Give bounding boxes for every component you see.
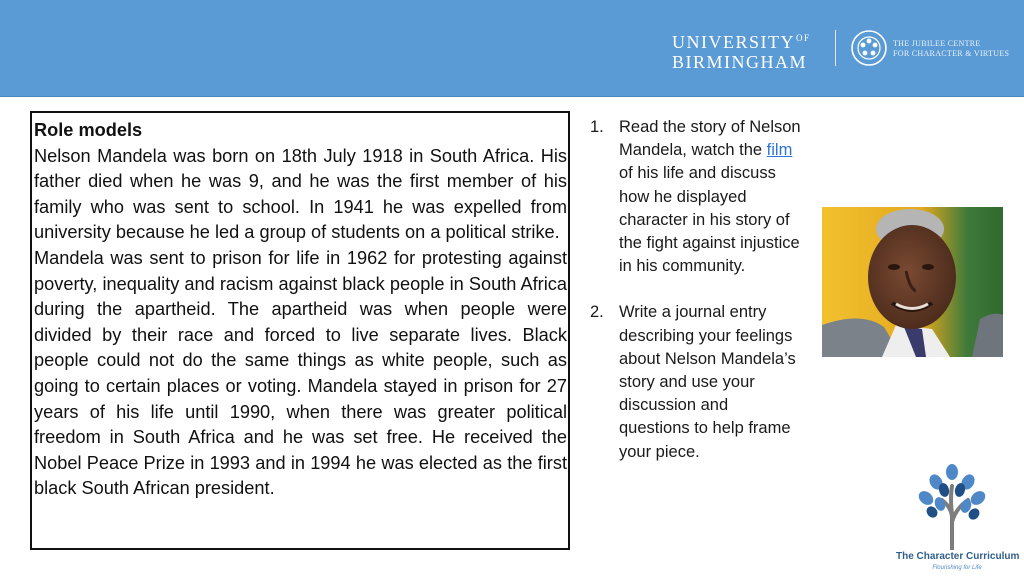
task-1-text-after: of his life and discuss how he displayed character in his story of the fight against injustice in his community. [619, 164, 800, 276]
university-name-of: OF [796, 33, 811, 43]
biography-paragraph-1: Nelson Mandela was born on 18th July 1918 in South Africa. His father died when he was 9, and he was the first member of his family who was sent to school. In 1941 he was expelled from university because he led a group of students on a political strike. [34, 145, 567, 243]
task-item-1 [590, 116, 802, 278]
task-number-2: 2. [590, 303, 604, 322]
nelson-mandela-photo [822, 207, 1003, 357]
task-2-text: Write a journal entry describing your feelings about Nelson Mandela’s story and use your discussion and questions to help frame your piece. [619, 303, 796, 461]
task-item-2 [590, 301, 802, 463]
jubilee-centre-emblem-icon [850, 29, 888, 67]
task-number-1: 1. [590, 118, 604, 136]
logo-divider [835, 30, 836, 66]
character-curriculum-tagline: Flourishing for Life [932, 565, 982, 571]
character-curriculum-tree-icon [912, 464, 996, 550]
film-link[interactable]: film [766, 141, 793, 160]
header-bar [0, 0, 1024, 97]
task-1-text-before: Read the story of Nelson Mandela, watch the [619, 118, 801, 160]
role-models-title: Role models [34, 120, 143, 140]
task-list [590, 116, 802, 464]
jubilee-centre-line2: FOR CHARACTER & VIRTUES [893, 49, 1010, 58]
jubilee-centre-line1: THE JUBILEE CENTRE [893, 39, 981, 48]
university-name-line1: UNIVERSITY [672, 32, 795, 52]
jubilee-centre-text [893, 39, 1009, 59]
character-curriculum-name: The Character Curriculum [896, 551, 1020, 562]
university-logo [672, 28, 811, 72]
university-name-line2: BIRMINGHAM [672, 52, 808, 72]
biography-paragraph-2: Mandela was sent to prison for life in 1962 for protesting against poverty, inequality and racism against black people in South Africa during the apartheid. The apartheid was when people were divided by their race and forced to live separate lives. Black people could not do the same things as white people, such as going to certain places or voting. Mandela stayed in prison for 27 years of his life until 1990, when there was greater political freedom in South Africa and he was set free. He received the Nobel Peace Prize in 1993 and in 1994 he was elected as the first black South African president. [34, 247, 567, 499]
role-models-text-box [30, 111, 570, 550]
